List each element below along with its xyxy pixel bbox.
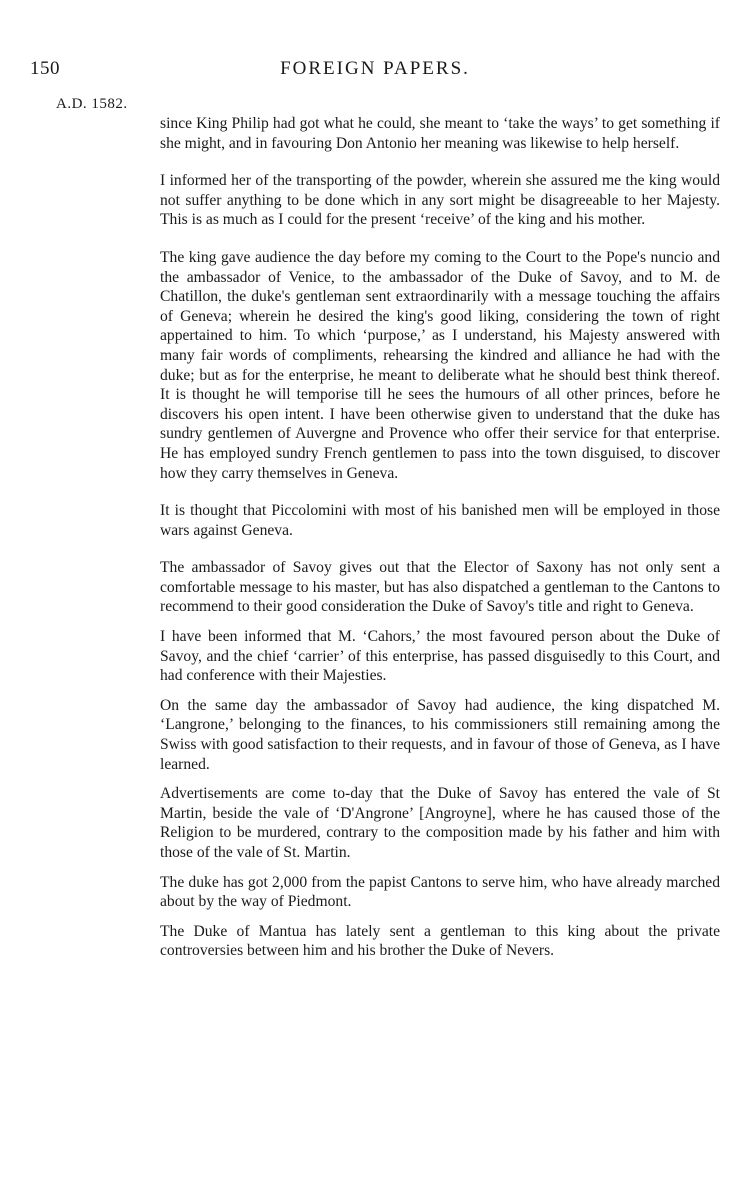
running-title: FOREIGN PAPERS. xyxy=(280,58,470,79)
paragraph: The king gave audience the day before my coming to the Court to the Pope's nuncio and the ambassador of Venice, to the ambassador of the Duke of Savoy, and to M. de Chatillon, the duke's gentleman sent extraordinarily with a message touching the affairs of Geneva; wherein he desired the king's good liking, considering the town of right appertained to him. To which ‘purpose,’ as I understand, his Majesty answered with many fair words of compliments, rehearsing the kindred and alliance he had with the duke; but as for the enterprise, he meant to deliberate what he should best think thereof. It is thought he will temporise till he sees the humours of all other princes, before he discovers his open intent. I have been otherwise given to understand that the duke has sundry gentlemen of Auvergne and Provence who offer their service for that enterprise. He has employed sundry French gentlemen to pass into the town disguised, to discover how they carry themselves in Geneva. xyxy=(160,248,720,482)
body-text xyxy=(160,114,720,971)
paragraph: I informed her of the transporting of the powder, wherein she assured me the king would not suffer anything to be done which in any sort might be disagreeable to her Majesty. This is as much as I could for the present ‘receive’ of the king and his mother. xyxy=(160,172,720,229)
paragraph: since King Philip had got what he could, she meant to ‘take the ways’ to get something if she might, and in favouring Don Antonio her meaning was likewise to help herself. xyxy=(160,115,720,152)
paragraph: I have been informed that M. ‘Cahors,’ the most favoured person about the Duke of Savoy, and the chief ‘carrier’ of this enterprise, has passed disguisedly to this Court, and had conference with their Majesties. xyxy=(160,628,720,685)
paragraph: Advertisements are come to-day that the Duke of Savoy has entered the vale of St Martin, beside the vale of ‘D'Angrone’ [Angroyne], where he has caused those of the Religion to be murdered, contrary to the composition made by his father and him with those of the vale of St. Martin. xyxy=(160,785,720,861)
paragraph: On the same day the ambassador of Savoy had audience, the king dispatched M. ‘Langrone,’ belonging to the finances, to his commissioners still remaining among the Swiss with good satisfaction to their requests, and in favour of those of Geneva, as I have learned. xyxy=(160,696,720,773)
paragraph: The Duke of Mantua has lately sent a gentleman to this king about the private controversies between him and his brother the Duke of Nevers. xyxy=(160,922,720,960)
paragraph: It is thought that Piccolomini with most of his banished men will be employed in those wars against Geneva. xyxy=(160,502,720,539)
paragraph: The ambassador of Savoy gives out that the Elector of Saxony has not only sent a comfortable message to his master, but has also dispatched a gentleman to the Cantons to recommend to their good consideration the Duke of Savoy's title and right to Geneva. xyxy=(160,559,720,616)
paragraph: The duke has got 2,000 from the papist Cantons to serve him, who have already marched about by the way of Piedmont. xyxy=(160,873,720,911)
page-header xyxy=(30,58,720,82)
margin-date-note: A.D. 1582. xyxy=(56,96,128,112)
page-number: 150 xyxy=(30,58,60,79)
